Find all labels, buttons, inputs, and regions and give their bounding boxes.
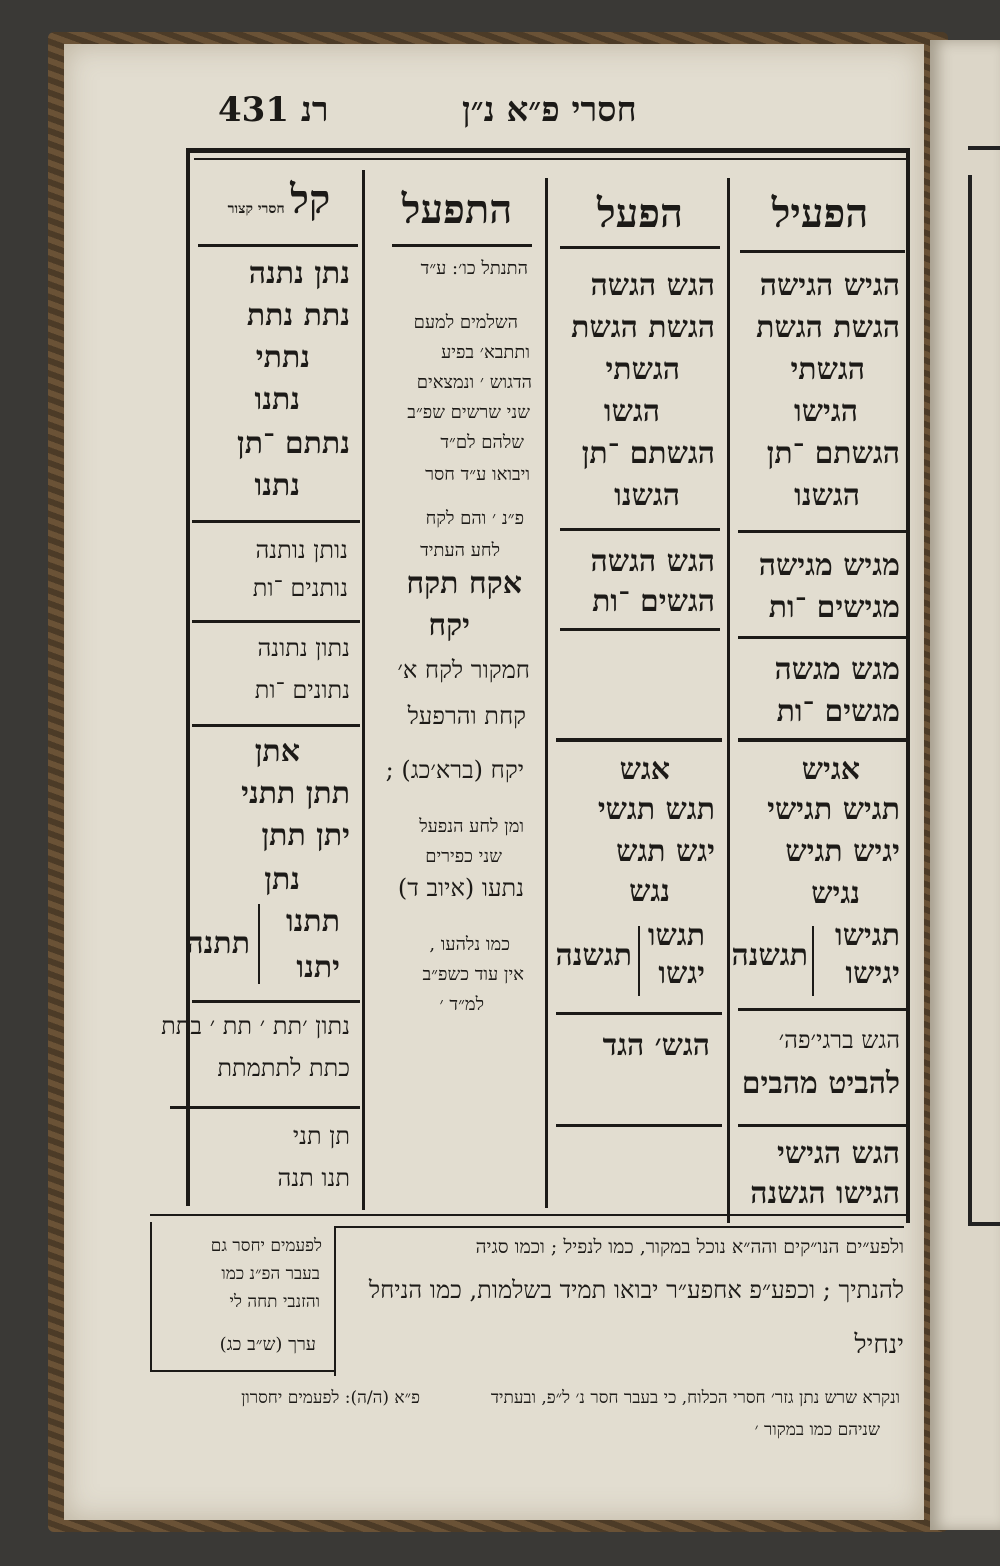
- section-rule: [738, 738, 906, 742]
- pual-infinitive-1: הגש׳ הגד: [602, 1028, 710, 1063]
- qal-participle-1: נותן נותנה: [255, 536, 348, 564]
- section-rule: [192, 1000, 360, 1003]
- hitpael-line-3: ותתבא׳ בפיע: [441, 342, 530, 363]
- footnote-bottom-line-3: שניהם כמו במקור ׳: [754, 1420, 880, 1440]
- hifil-participle-1: מגיש מגישה: [758, 548, 900, 583]
- hifil-imperfect-2: תגיש תגישי: [767, 792, 900, 827]
- hitpael-line-1: התנתל כו׳: ע״ד: [420, 258, 528, 279]
- heading-rule: [198, 244, 358, 247]
- heading-rule: [560, 246, 720, 249]
- section-rule: [738, 1124, 906, 1127]
- qal-perfect-3: נתתי: [255, 340, 310, 375]
- facing-page-edge: [930, 40, 1000, 1530]
- top-rule: [186, 148, 910, 153]
- pual-participle-1: הגש הגשה: [590, 544, 715, 579]
- hifil-perfect-1: הגיש הגישה: [759, 268, 900, 303]
- column-heading-hitpael: התפעל: [401, 186, 513, 233]
- split-rule: [638, 926, 640, 996]
- footnote-box-divider: [334, 1226, 336, 1376]
- footnote-right-line-1: ולפע״ים הנו״קים והה״א נוכל במקור, כמו לנפיל ; וכמו סגיה: [475, 1236, 904, 1258]
- qal-perfect-4: נתנו: [254, 382, 300, 417]
- qal-title: קל: [290, 176, 331, 223]
- qal-imperfect-7: תתנה: [186, 926, 250, 961]
- hitpael-line-17: נתעו (איוב ד): [397, 874, 524, 902]
- footnote-left-line-4: ערך (ש״ב כג): [219, 1334, 316, 1355]
- footnote-bottom-line-2: פ״א (ה/ה): לפעמים יחסרון: [241, 1388, 420, 1408]
- hitpael-line-7: ויבואו ע״ד חסר: [425, 464, 530, 485]
- column-heading-qal: [196, 176, 362, 223]
- qal-imperfect-6: יתנו: [296, 950, 340, 985]
- page-number: 431: [218, 90, 289, 130]
- hitpael-line-2: השלמים למעם: [413, 312, 518, 333]
- hitpael-line-13: קחת והרפעל: [407, 702, 526, 730]
- qal-title-note: חסרי קצור: [227, 201, 285, 217]
- hifil-imperative-2: הגישו הגשנה: [750, 1176, 900, 1211]
- hifil-perfect-6: הגשנו: [794, 478, 860, 513]
- hifil-participle-2: מגישים ־ות: [768, 590, 900, 625]
- pual-imperfect-2: תגש תגשי: [597, 792, 715, 827]
- footnote-right-line-2: להנתיך ; וכפע״פ אחפע״ר יבואו תמיד בשלמות, כמו הניחל: [368, 1276, 904, 1304]
- footnote-rule: [150, 1214, 910, 1216]
- heading-rule: [392, 244, 532, 247]
- pual-imperfect-7: תגשנה: [555, 938, 632, 973]
- hitpael-line-8: פ״נ ׳ והם לקח: [425, 508, 524, 529]
- pual-imperfect-5: תגשו: [647, 918, 705, 953]
- hitpael-line-19: אין עוד כשפ״ב: [422, 964, 524, 985]
- hifil-perfect-5: הגשתם ־תן: [766, 436, 900, 471]
- section-rule: [192, 520, 360, 523]
- hitpael-line-6: שלהם לם״ד: [440, 432, 524, 453]
- section-rule: [560, 628, 720, 631]
- qal-imperfect-5: תתנו: [285, 904, 340, 939]
- hifil-imperfect-1: אגיש: [801, 752, 860, 787]
- hebrew-folio: רנ: [300, 90, 329, 130]
- hitpael-line-20: למ״ד ׳: [439, 994, 484, 1015]
- hifil-imperfect-4: נגיש: [811, 876, 860, 911]
- pual-imperfect-4: נגש: [629, 874, 670, 909]
- qal-perfect-6: נתנו: [254, 468, 300, 503]
- pual-perfect-5: הגשתם ־תן: [581, 436, 715, 471]
- section-rule: [560, 528, 720, 531]
- facing-page-rule: [968, 146, 1000, 150]
- section-rule: [556, 1124, 722, 1127]
- hitpael-line-16: שני כפירים: [425, 846, 502, 867]
- footnote-right-line-3: ינחיל: [854, 1330, 904, 1360]
- hifil-infinitive-2: להביט מהבים: [741, 1066, 900, 1101]
- qal-passive-participle-2: נתונים ־ות: [254, 676, 350, 704]
- hitpael-line-18: כמו נלהעו ,: [429, 934, 510, 955]
- qal-imperative-2: תנו תנה: [277, 1164, 350, 1192]
- split-rule: [812, 926, 814, 996]
- section-rule: [738, 636, 906, 639]
- hifil-infinitive-1: הגש ברגי׳פה׳: [778, 1026, 900, 1054]
- facing-page-border: [968, 175, 972, 1225]
- hitpael-line-12: חמקור לקח א׳: [397, 656, 530, 684]
- section-rule: [738, 530, 906, 533]
- pual-perfect-2: הגשת הגשת: [571, 310, 715, 345]
- pual-imperfect-1: אגש: [619, 752, 670, 787]
- pual-perfect-6: הגשנו: [614, 478, 680, 513]
- right-border: [906, 148, 910, 1223]
- footnote-box-left: [150, 1222, 152, 1372]
- top-rule-thin: [194, 158, 908, 160]
- column-divider: [727, 178, 730, 1223]
- section-rule: [192, 620, 360, 623]
- hifil-perfect-4: הגישו: [794, 394, 858, 429]
- footnote-bottom-line-1: ונקרא שרש נתן גזר׳ חסרי הכלוח, כי בעבר חסר נ׳ ל״פ, ובעתיד: [490, 1388, 900, 1408]
- hifil-imperfect-3: יגיש תגיש: [785, 834, 900, 869]
- qal-participle-2: נותנים ־ות: [252, 574, 348, 602]
- footnote-left-line-1: לפעמים יחסר גם: [210, 1236, 322, 1256]
- hitpael-line-15: ומן לחע הנפעל: [419, 816, 524, 837]
- hitpael-line-14: יקח (ברא׳כג) ;: [385, 756, 524, 784]
- pual-imperfect-6: יגשו: [658, 956, 705, 991]
- split-rule: [258, 904, 260, 984]
- hitpael-line-10: אקח תקח: [406, 566, 522, 601]
- qal-perfect-2: נתת נתת: [246, 298, 350, 333]
- footnote-left-line-2: בעבר הפ״נ כמו: [221, 1264, 320, 1284]
- qal-perfect-1: נתן נתנה: [248, 256, 350, 291]
- hitpael-line-9: לחע העתיד: [420, 540, 500, 561]
- qal-imperfect-4: נתן: [264, 862, 300, 897]
- hifil-perfect-3: הגשתי: [790, 352, 865, 387]
- column-divider: [545, 178, 548, 1208]
- running-title: חסרי פ״א נ״ן: [462, 90, 637, 130]
- qal-infinitive-2: כתת לתתמתת: [217, 1054, 350, 1082]
- section-rule: [192, 724, 360, 727]
- column-heading-hifil: הפעיל: [771, 190, 869, 237]
- hifil-imperfect-6: יגישו: [845, 956, 900, 991]
- hifil-imperfect-7: תגשנה: [731, 938, 808, 973]
- left-border: [186, 148, 190, 1206]
- hitpael-line-5: שני שרשים שפ״ב: [407, 402, 530, 423]
- hitpael-line-4: הדגוש ׳ ונמצאים: [416, 372, 532, 393]
- facing-page-rule: [968, 1222, 1000, 1226]
- heading-rule: [740, 250, 905, 253]
- hifil-perfect-2: הגשת הגשת: [756, 310, 900, 345]
- qal-infinitive-1: נתון ׳תת ׳ תת ׳ בתת: [161, 1012, 350, 1040]
- section-rule: [556, 1012, 722, 1015]
- pual-participle-2: הגשים ־ות: [592, 584, 715, 619]
- pual-perfect-4: הגשו: [603, 394, 660, 429]
- qal-imperfect-1: אתן: [254, 734, 300, 769]
- qal-passive-participle-1: נתון נתונה: [257, 634, 350, 662]
- footnote-box-bottom: [152, 1370, 334, 1372]
- qal-imperfect-3: יתן תתן: [261, 818, 350, 853]
- section-rule: [556, 738, 722, 742]
- pual-perfect-1: הגש הגשה: [590, 268, 715, 303]
- qal-imperfect-2: תתן תתני: [241, 776, 350, 811]
- column-divider: [362, 170, 365, 1210]
- hifil-passive-participle-2: מגשים ־ות: [776, 694, 900, 729]
- pual-perfect-3: הגשתי: [605, 352, 680, 387]
- qal-perfect-5: נתתם ־תן: [237, 426, 350, 461]
- hifil-passive-participle-1: מגש מגשה: [774, 652, 900, 687]
- column-heading-pual: הפעל: [596, 190, 684, 237]
- section-rule: [738, 1008, 906, 1011]
- hifil-imperative-1: הגש הגישי: [777, 1136, 900, 1171]
- pual-imperfect-3: יגש תגש: [616, 834, 715, 869]
- footnote-box-top: [334, 1226, 904, 1228]
- footnote-left-line-3: והזנבי תחה לי: [229, 1292, 320, 1312]
- hitpael-line-11: יקח: [428, 608, 470, 643]
- qal-imperative-1: תן תני: [292, 1122, 350, 1150]
- section-rule: [170, 1106, 360, 1109]
- hifil-imperfect-5: תגישו: [835, 918, 900, 953]
- page-number-group: [218, 90, 339, 130]
